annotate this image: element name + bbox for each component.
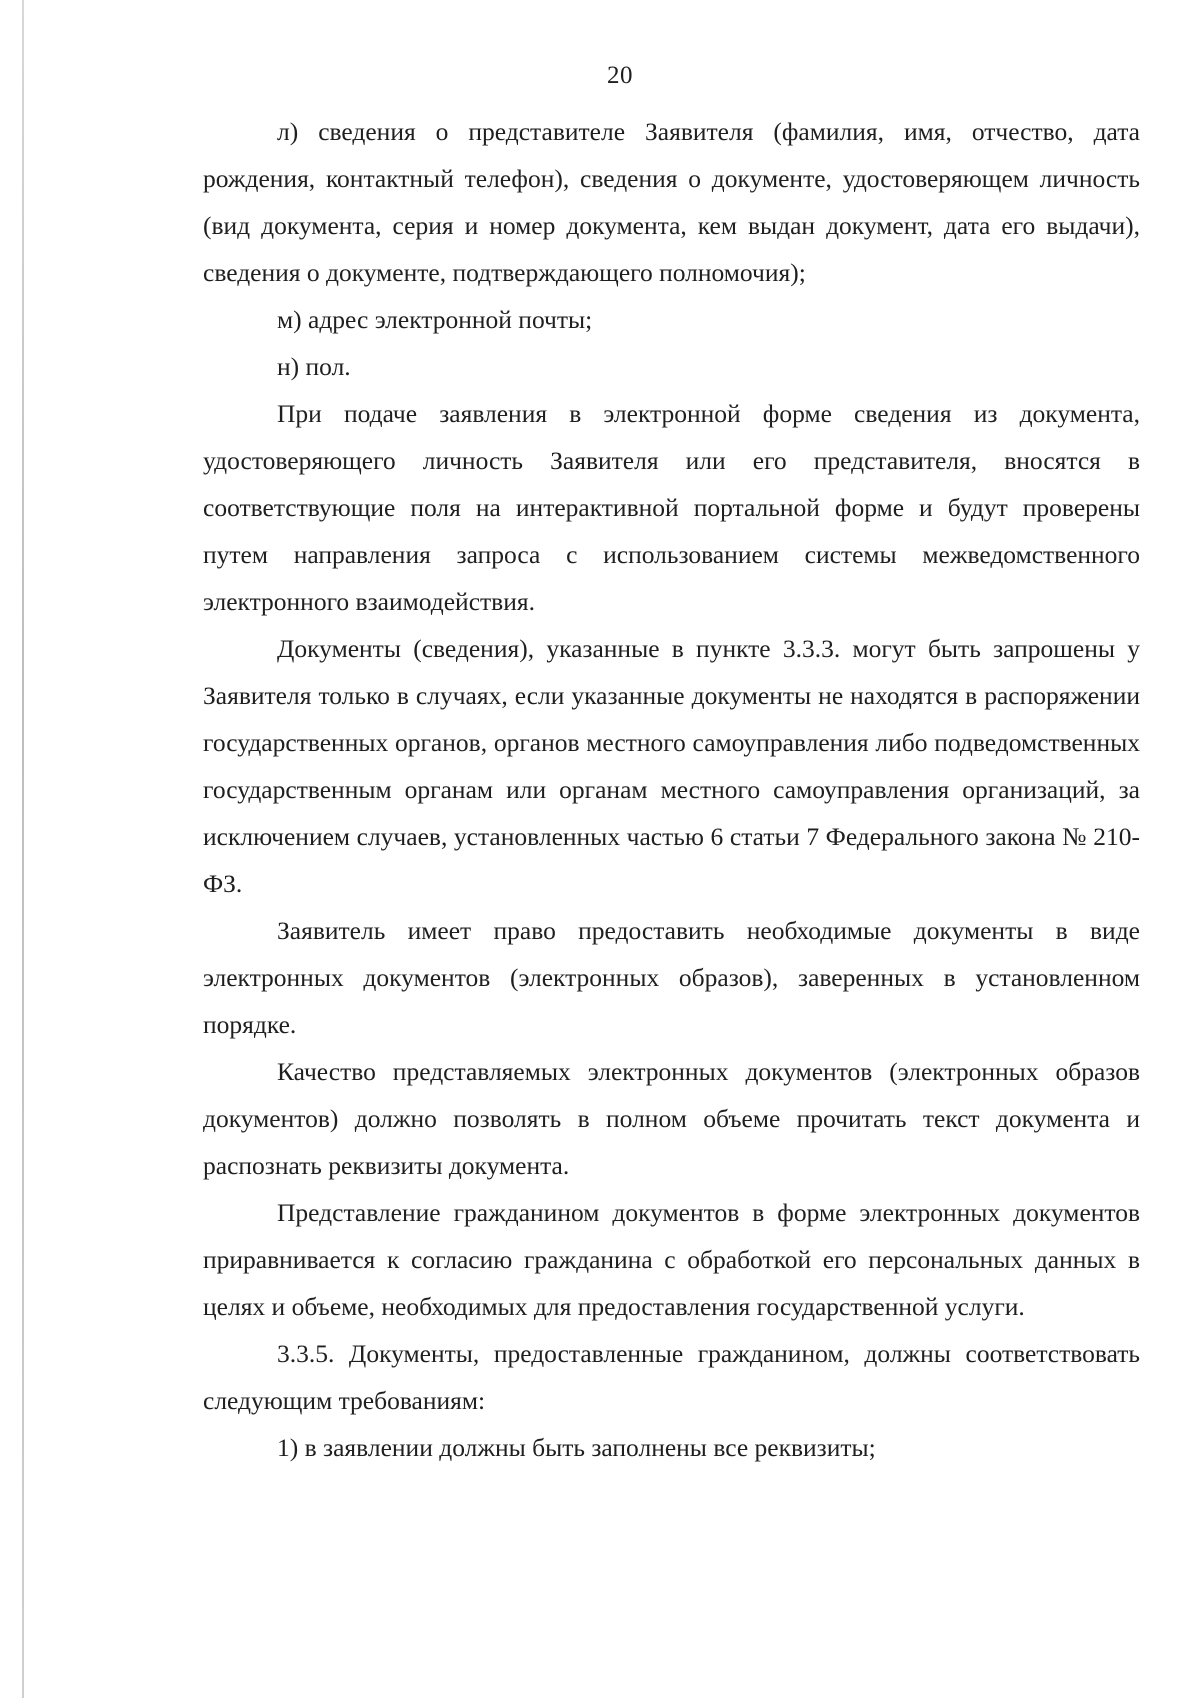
page-number: 20 (607, 62, 633, 89)
paragraph-applicant-right: Заявитель имеет право предоставить необходимые документы в виде электронных документов (электронных образов), заверенных в установленном порядке. (203, 916, 1140, 1039)
paragraph-gender: н) пол. (277, 352, 351, 381)
paragraph-requirement-1: 1) в заявлении должны быть заполнены все реквизиты; (277, 1433, 876, 1462)
paragraph-representative-info: л) сведения о представителе Заявителя (фамилия, имя, отчество, дата рождения, контактный телефон), сведения о документе, удостоверяющем личность (вид документа, серия и номер документа, кем выдан документ, дата его выдачи), сведения о документе, подтверждающего полномочия); (203, 117, 1140, 287)
scan-edge-line (22, 0, 24, 1698)
document-body (203, 108, 1140, 1471)
paragraph-requested-documents: Документы (сведения), указанные в пункте 3.3.3. могут быть запрошены у Заявителя только в случаях, если указанные документы не находятся в распоряжении государственных органов, органов местного самоуправления либо подведомственных государственным органам или органам местного самоуправления организаций, за исключением случаев, установленных частью 6 статьи 7 Федерального закона № 210-ФЗ. (203, 634, 1140, 898)
paragraph-section-3-3-5: 3.3.5. Документы, предоставленные гражданином, должны соответствовать следующим требованиям: (203, 1339, 1140, 1415)
paragraph-electronic-submission: При подаче заявления в электронной форме сведения из документа, удостоверяющего личность Заявителя или его представителя, вносятся в соответствующие поля на интерактивной портальной форме и будут проверены путем направления запроса с использованием системы межведомственного электронного взаимодействия. (203, 399, 1140, 616)
paragraph-document-quality: Качество представляемых электронных документов (электронных образов документов) должно позволять в полном объеме прочитать текст документа и распознать реквизиты документа. (203, 1057, 1140, 1180)
paragraph-consent: Представление гражданином документов в форме электронных документов приравнивается к согласию гражданина с обработкой его персональных данных в целях и объеме, необходимых для предоставления государственной услуги. (203, 1198, 1140, 1321)
paragraph-email: м) адрес электронной почты; (277, 305, 593, 334)
